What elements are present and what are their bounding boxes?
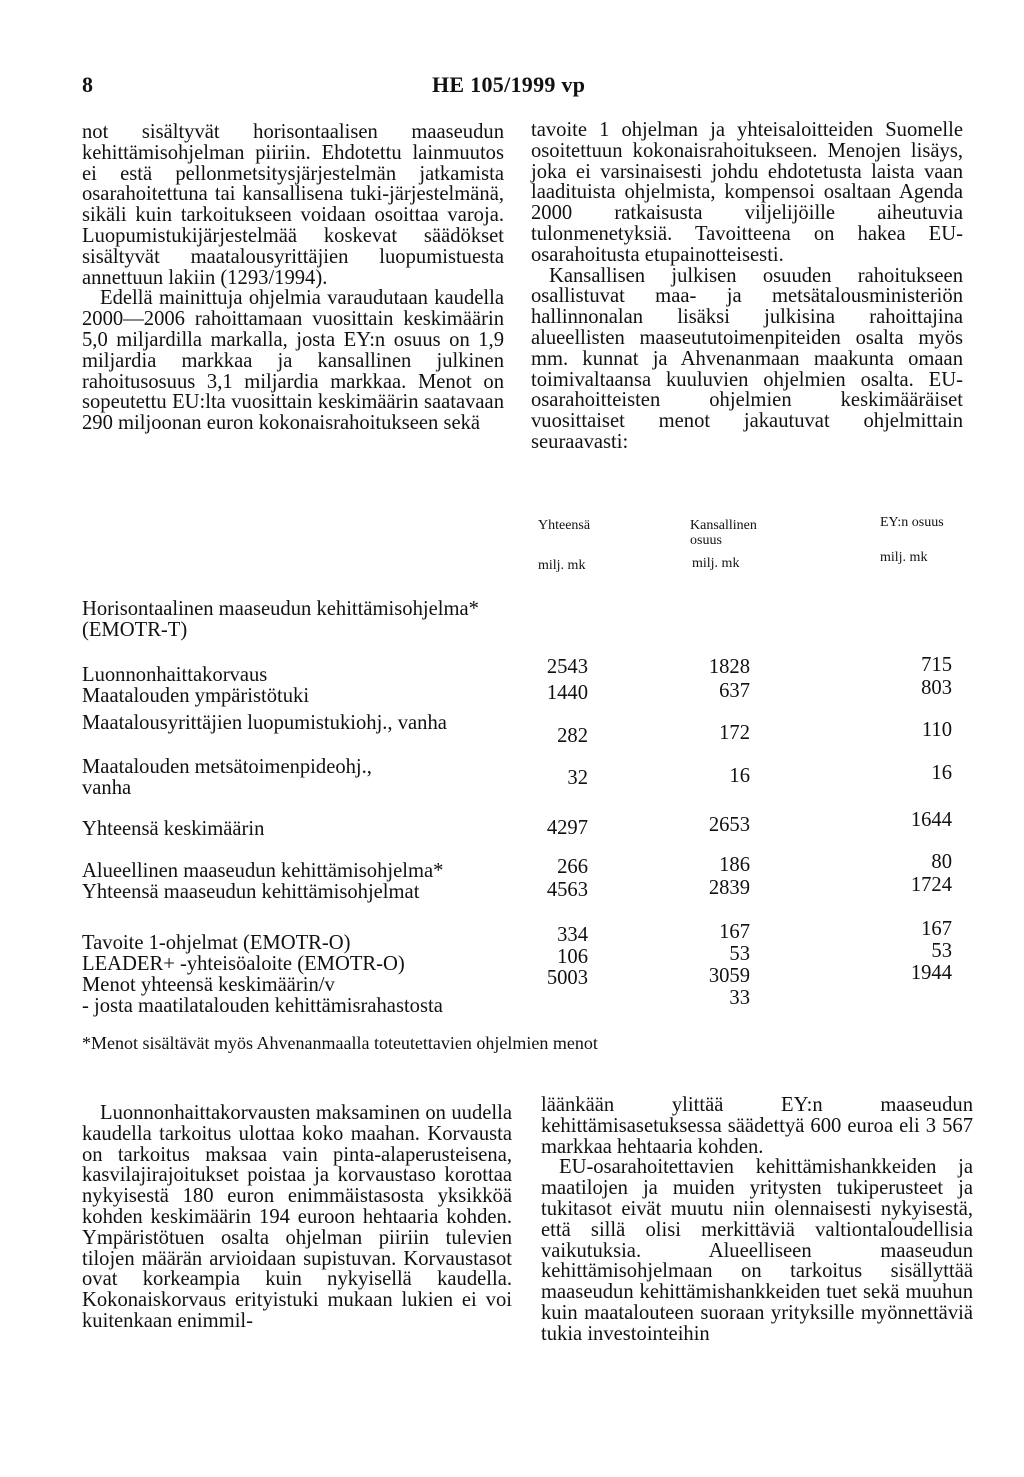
column-header-national: Kansallinen osuus xyxy=(690,518,757,548)
table-row-label: Maatalouden metsätoimenpideohj., vanha xyxy=(82,756,372,799)
table-row-label: LEADER+ -yhteisöaloite (EMOTR-O) xyxy=(82,953,405,975)
table-cell: 2839 xyxy=(708,877,750,899)
table-cell: 106 xyxy=(557,946,588,968)
table-row-label: Maatalouden ympäristötuki xyxy=(82,685,310,707)
table-cell: 53 xyxy=(931,940,952,962)
table-row-label: Maatalousyrittäjien luopumistukiohj., vanha xyxy=(82,712,447,734)
paragraph: not sisältyvät horisontaalisen maaseudun kehittämisohjelman piiriin. Ehdotettu lainmuutos ei estä pellonmetsitysjärjestelmän jatkamista osarahoitettuna tai kansallisena tuki-järjestelmänä, sikäli kuin tarkoitukseen voidaan osoittaa varoja. Luopumistukijärjestelmää koskevat säädökset sisältyvät maatalousyrittäjien luopumistuesta annettuun lakiin (1293/1994). xyxy=(82,121,504,289)
text-column-top-left xyxy=(82,122,504,434)
table-row-label: Menot yhteensä keskimäärin/v xyxy=(82,974,335,996)
table-cell: 2653 xyxy=(708,814,750,836)
table-row-label: Yhteensä keskimäärin xyxy=(82,818,265,840)
table-cell: 282 xyxy=(557,725,588,747)
document-title: HE 105/1999 vp xyxy=(432,72,586,97)
table-row-label: Tavoite 1-ohjelmat (EMOTR-O) xyxy=(82,932,351,954)
table-row-label: Alueellinen maaseudun kehittämisohjelma* xyxy=(82,860,444,882)
table-cell: 4563 xyxy=(546,879,588,901)
table-row-label: Yhteensä maaseudun kehittämisohjelmat xyxy=(82,881,420,903)
table-cell: 1724 xyxy=(910,874,952,896)
table-cell: 1944 xyxy=(910,962,952,984)
table-cell: 1440 xyxy=(546,682,588,704)
table-cell: 4297 xyxy=(546,817,588,839)
column-header-ec: EY:n osuus xyxy=(880,515,944,530)
table-cell: 1644 xyxy=(910,809,952,831)
table-row-label: Luonnonhaittakorvaus xyxy=(82,664,268,686)
table-cell: 637 xyxy=(719,680,750,702)
table-footnote: *Menot sisältävät myös Ahvenanmaalla toteutettavien ohjelmien menot xyxy=(82,1033,598,1053)
column-header-total: Yhteensä xyxy=(538,518,591,533)
text-column-top-right xyxy=(531,120,963,453)
table-cell: 803 xyxy=(921,677,952,699)
table-cell: 16 xyxy=(729,765,750,787)
table-cell: 1828 xyxy=(708,656,750,678)
table-cell: 167 xyxy=(719,921,750,943)
table-cell: 110 xyxy=(921,719,952,741)
text-column-bottom-right xyxy=(541,1095,973,1345)
table-cell: 715 xyxy=(921,654,952,676)
table-cell: 167 xyxy=(921,918,952,940)
unit-label: milj. mk xyxy=(880,550,928,565)
table-cell: 5003 xyxy=(546,967,588,989)
table-cell: 334 xyxy=(557,924,588,946)
page-number: 8 xyxy=(82,72,93,97)
paragraph: läänkään ylittää EY:n maaseudun kehittämisasetuksessa säädettyä 600 euroa eli 3 567 markkaa hehtaaria kohden. xyxy=(541,1094,973,1158)
unit-label: milj. mk xyxy=(692,556,740,571)
text-column-bottom-left xyxy=(82,1103,512,1332)
table-cell: 172 xyxy=(719,722,750,744)
table-cell: 186 xyxy=(719,854,750,876)
table-cell: 2543 xyxy=(546,656,588,678)
table-cell: 3059 xyxy=(708,965,750,987)
table-section-title: Horisontaalinen maaseudun kehittämisohjelma* (EMOTR-T) xyxy=(82,598,479,641)
table-cell: 80 xyxy=(931,851,952,873)
table-cell: 53 xyxy=(729,943,750,965)
paragraph: Edellä mainittuja ohjelmia varaudutaan kaudella 2000—2006 rahoittamaan vuosittain keskimäärin 5,0 miljardilla markalla, josta EY:n osuus on 1,9 miljardia markkaa ja kansallinen julkinen rahoitusosuus 3,1 miljardia markkaa. Menot on sopeutettu EU:lta vuosittain keskimäärin saatavaan 290 miljoonan euron kokonaisrahoitukseen sekä xyxy=(82,287,504,435)
unit-label: milj. mk xyxy=(538,558,586,573)
paragraph: Luonnonhaittakorvausten maksaminen on uudella kaudella tarkoitus ulottaa koko maahan. Korvausta on tarkoitus maksaa vain pinta-alaperusteisena, kasvilajirajoitukset poistaa ja korvaustaso korottaa nykyisestä 180 euron enimmäistasosta yksikköä kohden keskimäärin 194 euroon hehtaaria kohden. Ympäristötuen osalta ohjelman piiriin tulevien tilojen määrän arvioidaan supistuvan. Korvaustasot ovat korkeampia kuin nykyisellä kaudella. Kokonaiskorvaus erityistuki mukaan lukien ei voi kuitenkaan enimmil- xyxy=(82,1102,512,1332)
table-cell: 266 xyxy=(557,856,588,878)
paragraph: EU-osarahoitettavien kehittämishankkeiden ja maatilojen ja muiden yritysten tukiperusteet ja tukitasot eivät muutu niin olennaisesti nykyisestä, että sillä olisi merkittäviä valtiontaloudellisia vaikutuksia. Alueelliseen maaseudun kehittämisohjelmaan on tarkoitus sisällyttää maaseudun kehittämishankkeiden tuet sekä muuhun kuin maatalouteen suoraan yrityksille myönnettäviä tukia investointeihin xyxy=(541,1156,973,1345)
table-cell: 32 xyxy=(567,767,588,789)
table-cell: 33 xyxy=(729,987,750,1009)
table-row-label: - josta maatilatalouden kehittämisrahastosta xyxy=(82,995,443,1017)
paragraph: Kansallisen julkisen osuuden rahoitukseen osallistuvat maa- ja metsätalousministeriön hallinnonalan lisäksi julkisina rahoittajina alueellisten maaseututoimenpiteiden osalta myös mm. kunnat ja Ahvenanmaan maakunta omaan toimivaltaansa kuuluvien ohjelmien osalta. EU-osarahoitteisten ohjelmien keskimääräiset vuosittaiset menot jakautuvat ohjelmittain seuraavasti: xyxy=(531,264,963,453)
table-cell: 16 xyxy=(931,762,952,784)
paragraph: tavoite 1 ohjelman ja yhteisaloitteiden Suomelle osoitettuun kokonaisrahoitukseen. Menojen lisäys, joka ei varsinaisesti johdu ehdotetusta laista vaan laadituista ohjelmista, kompensoi osaltaan Agenda 2000 ratkaisusta viljelijöille aiheutuvia tulonmenetyksiä. Tavoitteena on hakea EU-osarahoitusta etupainotteisesti. xyxy=(531,119,963,266)
